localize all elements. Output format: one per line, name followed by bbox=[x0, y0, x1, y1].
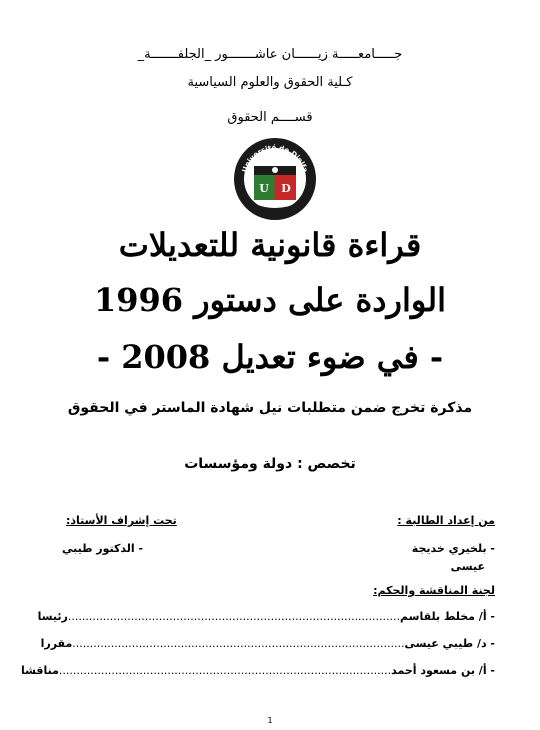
logo-letter-u: U bbox=[259, 182, 269, 195]
page-number: 1 bbox=[267, 716, 273, 725]
logo-arc-text: Université de Djelfa bbox=[240, 143, 310, 174]
jury-label: لجنة المناقشة والحكم: bbox=[373, 584, 495, 597]
title-line-3: - في ضوء تعديل 2008 - bbox=[96, 338, 444, 376]
jury-member-name: - أ/ بن مسعود أحمد bbox=[391, 664, 495, 677]
title-line-1: قراءة قانونية للتعديلات bbox=[118, 226, 422, 264]
jury-member-row bbox=[37, 610, 495, 624]
jury-member-role: مقررا bbox=[40, 637, 73, 650]
title-line-2: الواردة على دستور 1996 bbox=[93, 281, 447, 319]
department-name: قســــم الحقوق bbox=[227, 110, 313, 125]
faculty-name: كـلية الحقوق والعلوم السياسية bbox=[187, 75, 353, 90]
jury-member-dots: ............................................................................................... bbox=[67, 610, 401, 623]
specialization: تخصص : دولة ومؤسسات bbox=[184, 456, 356, 472]
logo-letter-d: D bbox=[281, 182, 291, 195]
jury-member-row bbox=[40, 637, 495, 651]
supervisor-name: - الدكتور طيبي bbox=[62, 542, 144, 555]
jury-member-role: مناقشا bbox=[20, 664, 59, 677]
university-name: جـــــامعـــــة زيــــــان عاشـــــــور _الجلفـــــــة_ bbox=[137, 47, 403, 62]
jury-member-role: رئيسا bbox=[37, 610, 68, 623]
thesis-subtitle: مذكرة تخرج ضمن متطلبات نيل شهادة الماستر في الحقوق bbox=[67, 400, 473, 416]
jury-member-dots: ............................................................................................... bbox=[58, 664, 392, 677]
preparation-label: من إعداد الطالبة : bbox=[397, 514, 495, 527]
jury-member-row bbox=[20, 664, 495, 678]
university-logo bbox=[232, 136, 318, 222]
student-name-line-2: عيسى bbox=[450, 560, 485, 573]
student-name-line-1: - بلخيري خديجة bbox=[411, 542, 495, 555]
jury-member-name: - د/ طيبي عيسى bbox=[404, 637, 495, 650]
logo-book-icon bbox=[272, 167, 278, 173]
jury-member-dots: ............................................................................................... bbox=[72, 637, 405, 650]
supervision-label: تحت إشراف الأستاذ: bbox=[66, 514, 177, 527]
jury-member-name: - أ/ مخلط بلقاسم bbox=[400, 610, 495, 623]
